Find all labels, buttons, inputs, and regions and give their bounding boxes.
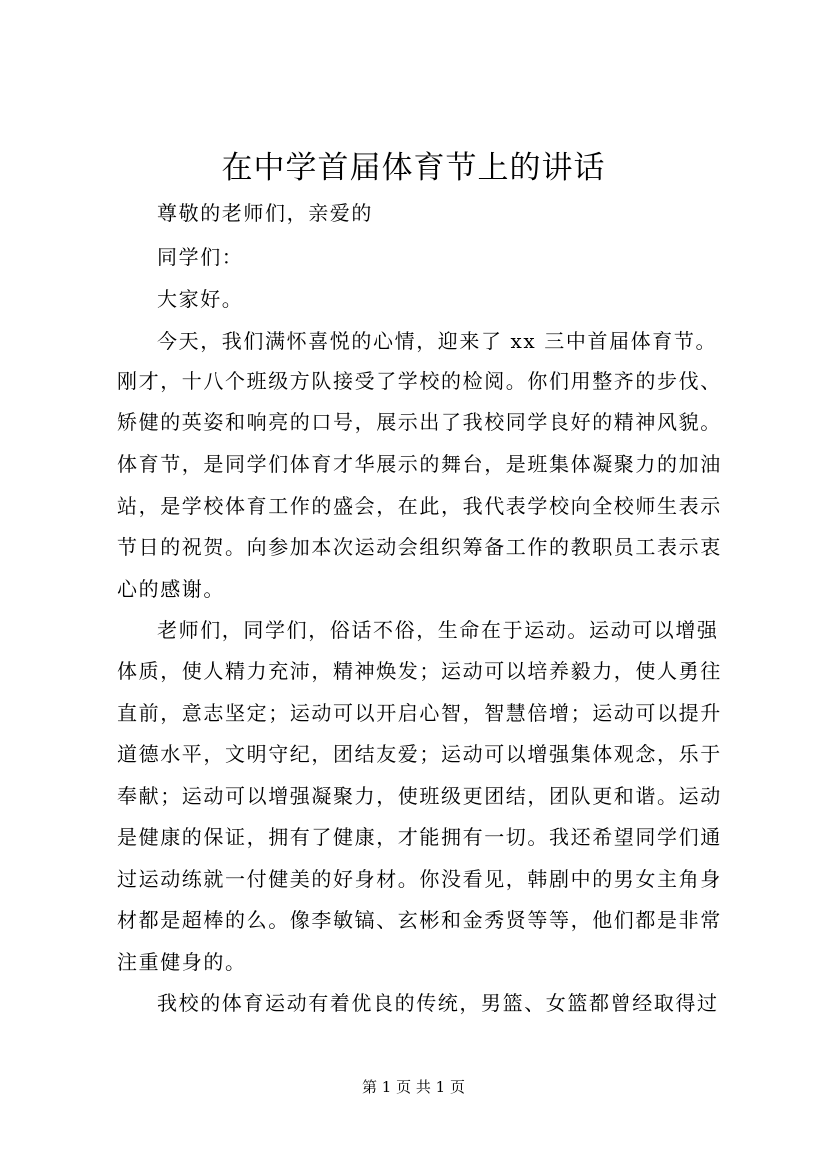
greeting-line: 大家好。 [157, 287, 244, 311]
salutation-line: 尊敬的老师们，亲爱的 [157, 201, 373, 225]
paragraph-line: 节日的祝贺。向参加本次运动会组织筹备工作的教职员工表示衷 [117, 535, 722, 559]
page-number-footer: 第 1 页 共 1 页 [362, 1078, 465, 1096]
paragraph-line: 体质，使人精力充沛，精神焕发；运动可以培养毅力，使人勇往 [117, 659, 722, 683]
paragraph-line: 心的感谢。 [117, 577, 225, 601]
paragraph-line: 站，是学校体育工作的盛会，在此，我代表学校向全校师生表示 [117, 494, 722, 518]
paragraph-line: 直前，意志坚定；运动可以开启心智，智慧倍增；运动可以提升 [117, 701, 722, 725]
paragraph-line: 是健康的保证，拥有了健康，才能拥有一切。我还希望同学们通 [117, 825, 722, 849]
paragraph-line: 矫健的英姿和响亮的口号，展示出了我校同学良好的精神风貌。 [117, 410, 722, 434]
paragraph-line: 体育节，是同学们体育才华展示的舞台，是班集体凝聚力的加油 [117, 452, 722, 476]
paragraph-line: 注重健身的。 [117, 950, 247, 974]
paragraph-line: 我校的体育运动有着优良的传统，男篮、女篮都曾经取得过 [157, 991, 719, 1015]
paragraph-line: 今天，我们满怀喜悦的心情，迎来了 xx 三中首届体育节。 [157, 329, 718, 353]
paragraph-line: 过运动练就一付健美的好身材。你没看见，韩剧中的男女主角身 [117, 867, 722, 891]
salutation-line: 同学们： [157, 245, 244, 269]
paragraph-line: 道德水平，文明守纪，团结友爱；运动可以增强集体观念，乐于 [117, 742, 722, 766]
paragraph-line: 刚才，十八个班级方队接受了学校的检阅。你们用整齐的步伐、 [117, 369, 722, 393]
page-title: 在中学首届体育节上的讲话 [221, 150, 606, 186]
paragraph-line: 奉献；运动可以增强凝聚力，使班级更团结，团队更和谐。运动 [117, 784, 722, 808]
paragraph-line: 老师们，同学们，俗话不俗，生命在于运动。运动可以增强 [157, 618, 719, 642]
paragraph-line: 材都是超棒的么。像李敏镐、玄彬和金秀贤等等，他们都是非常 [117, 908, 722, 932]
